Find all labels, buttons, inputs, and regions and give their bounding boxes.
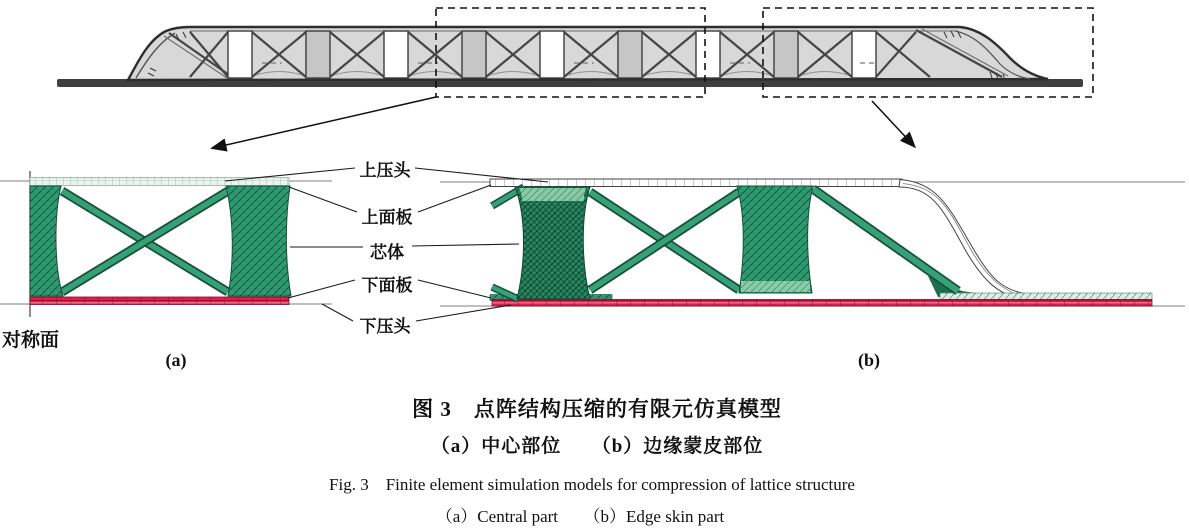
core-struts-a <box>62 191 228 292</box>
subfig-label-b: (b) <box>858 350 880 370</box>
detail-b-edge <box>440 179 1185 306</box>
core-pillar-b-2 <box>737 186 813 293</box>
label-lower-face-sheet: 下面板 <box>361 276 413 295</box>
lower-face-sheet-b <box>492 300 1152 307</box>
label-symmetry-plane: 对称面 <box>2 330 60 351</box>
core-pillar-b-2-lightband <box>741 281 810 292</box>
label-upper-press-head: 上压头 <box>359 161 411 180</box>
subfig-label-a: (a) <box>165 350 187 370</box>
overview-node-bands <box>228 31 876 78</box>
core-pillar-a-right <box>226 186 291 296</box>
core-pillar-a-left <box>30 186 63 296</box>
detail-a-central <box>0 171 332 317</box>
roi-arrow-a <box>213 97 436 148</box>
edge-skin-ramp <box>899 180 1024 300</box>
roi-arrow-b <box>872 101 914 146</box>
upper-face-sheet-b <box>490 179 902 187</box>
caption-en-title: Fig. 3 Finite element simulation models for compression of lattice structure <box>329 475 855 494</box>
caption-en-subtitle: （a）Central part （b）Edge skin part <box>435 507 725 526</box>
caption-zh-title: 图 3 点阵结构压缩的有限元仿真模型 <box>412 397 782 421</box>
core-pillar-b-1-lightband <box>519 188 586 201</box>
label-lower-press-head: 下压头 <box>359 317 411 336</box>
label-upper-face-sheet: 上面板 <box>361 208 413 227</box>
lower-face-sheet-a <box>30 297 289 305</box>
overview-structure <box>57 27 1083 87</box>
label-core: 芯体 <box>370 243 404 262</box>
cut-strut-stubs-b <box>492 187 524 299</box>
flattened-core-strip-right-b <box>940 293 1152 300</box>
caption-zh-subtitle: （a）中心部位 （b）边缘蒙皮部位 <box>430 436 764 457</box>
core-pillar-b-1 <box>515 187 590 299</box>
